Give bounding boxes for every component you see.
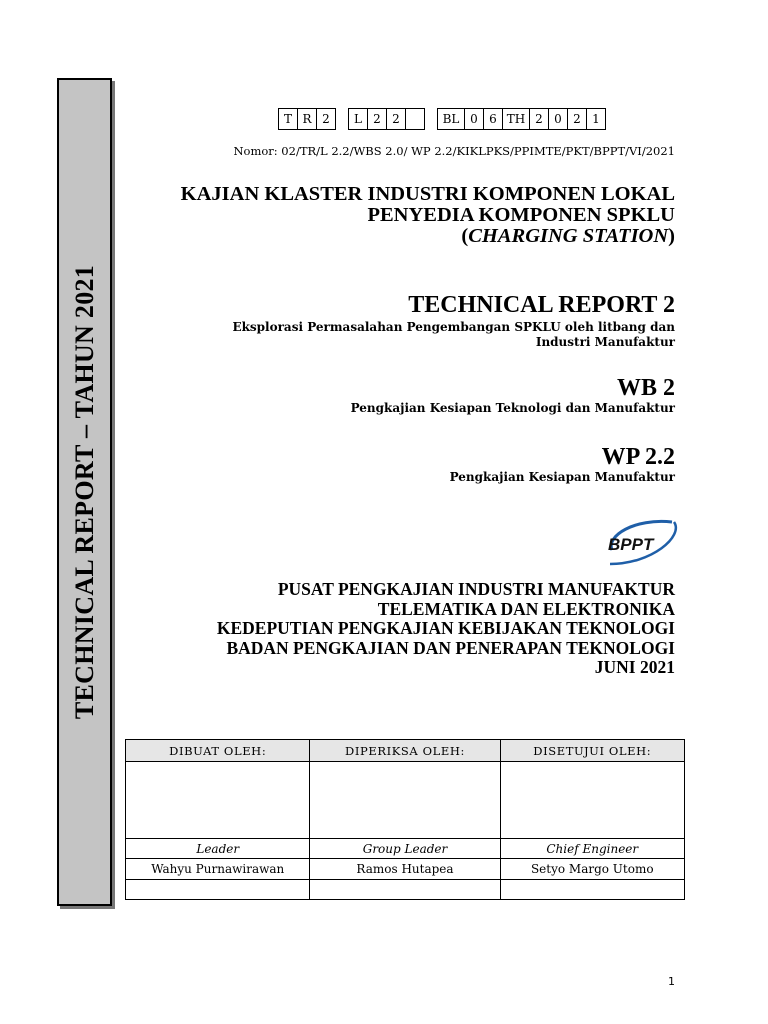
code-box: BL — [438, 109, 465, 130]
header-checked-by: DIPERIKSA OLEH: — [310, 740, 500, 762]
name-cell: Ramos Hutapea — [310, 859, 500, 880]
org-line-4: BADAN PENGKAJIAN DAN PENERAPAN TEKNOLOGI — [226, 637, 675, 658]
code-box: 0 — [549, 109, 568, 130]
org-line-3: KEDEPUTIAN PENGKAJIAN KEBIJAKAN TEKNOLOGI — [216, 618, 675, 638]
code-gap — [425, 109, 438, 130]
title-line-1: KAJIAN KLASTER INDUSTRI KOMPONEN LOKAL — [180, 183, 675, 205]
role-cell: Leader — [126, 839, 310, 859]
technical-report-sub-1: Eksplorasi Permasalahan Pengembangan SPKLU oleh litbang dan — [232, 320, 675, 334]
technical-report-heading: TECHNICAL REPORT 2 — [408, 292, 675, 318]
title-line-3 — [181, 226, 675, 247]
logo-text: BPPT — [608, 535, 654, 554]
code-box: 2 — [530, 109, 549, 130]
organization-block — [217, 580, 675, 678]
role-cell: Group Leader — [310, 839, 500, 859]
wp-heading: WP 2.2 — [601, 444, 675, 470]
code-box: 2 — [387, 109, 406, 130]
empty-cell — [126, 880, 310, 900]
code-box: 1 — [587, 109, 606, 130]
name-cell: Setyo Margo Utomo — [500, 859, 684, 880]
org-line-1: PUSAT PENGKAJIAN INDUSTRI MANUFAKTUR — [277, 579, 675, 599]
title-italic: CHARGING STATION — [468, 225, 669, 247]
page-number: 1 — [668, 975, 675, 988]
code-box: L — [349, 109, 368, 130]
document-code-boxes — [278, 108, 606, 130]
spine-title: TECHNICAL REPORT – TAHUN 2021 — [69, 264, 99, 720]
wb-subtitle: Pengkajian Kesiapan Teknologi dan Manufaktur — [350, 401, 675, 415]
code-box: 2 — [317, 109, 336, 130]
code-gap — [336, 109, 349, 130]
wp-subtitle: Pengkajian Kesiapan Manufaktur — [449, 470, 675, 484]
technical-report-subtitle — [232, 320, 675, 350]
signature-table — [125, 739, 685, 900]
code-box: 6 — [484, 109, 503, 130]
wb-heading: WB 2 — [616, 375, 675, 401]
header-approved-by: DISETUJUI OLEH: — [500, 740, 684, 762]
code-box: TH — [503, 109, 530, 130]
signature-space — [126, 762, 310, 839]
code-box: 0 — [465, 109, 484, 130]
signature-space — [500, 762, 684, 839]
report-spine — [57, 78, 112, 906]
technical-report-sub-2: Industri Manufaktur — [535, 335, 675, 349]
empty-cell — [310, 880, 500, 900]
signature-space — [310, 762, 500, 839]
code-box: R — [298, 109, 317, 130]
code-box — [406, 109, 425, 130]
empty-cell — [500, 880, 684, 900]
code-box: T — [279, 109, 298, 130]
title-line-2: PENYEDIA KOMPONEN SPKLU — [367, 204, 675, 226]
document-title — [181, 184, 675, 247]
org-date: JUNI 2021 — [594, 657, 675, 677]
header-created-by: DIBUAT OLEH: — [126, 740, 310, 762]
title-paren-close: ) — [668, 225, 675, 247]
name-cell: Wahyu Purnawirawan — [126, 859, 310, 880]
title-paren-open: ( — [461, 225, 469, 247]
bppt-logo-icon — [604, 514, 678, 570]
document-number: Nomor: 02/TR/L 2.2/WBS 2.0/ WP 2.2/KIKLPKS/PPIMTE/PKT/BPPT/VI/2021 — [233, 144, 675, 158]
code-box: 2 — [568, 109, 587, 130]
org-line-2: TELEMATIKA DAN ELEKTRONIKA — [377, 598, 675, 619]
role-cell: Chief Engineer — [500, 839, 684, 859]
code-box: 2 — [368, 109, 387, 130]
